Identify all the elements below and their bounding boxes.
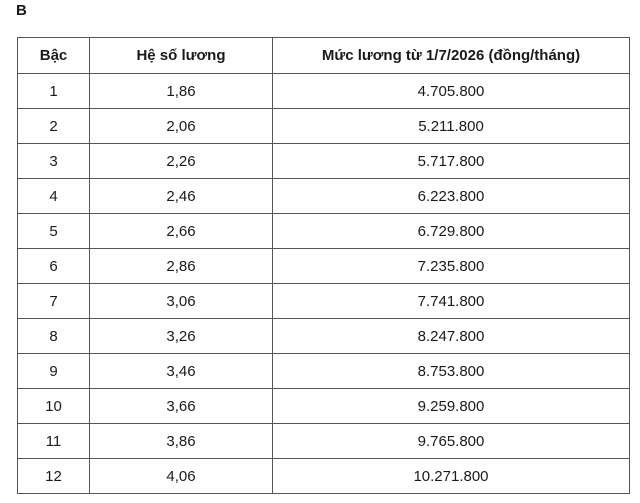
coefficient-cell: 4,06: [90, 459, 273, 494]
salary-cell: 9.259.800: [273, 389, 630, 424]
grade-cell: 8: [18, 319, 90, 354]
salary-cell: 10.271.800: [273, 459, 630, 494]
salary-cell: 7.741.800: [273, 284, 630, 319]
salary-table: [17, 37, 630, 494]
table-row: [18, 214, 630, 249]
grade-cell: 11: [18, 424, 90, 459]
salary-cell: 6.223.800: [273, 179, 630, 214]
grade-cell: 12: [18, 459, 90, 494]
coefficient-cell: 2,46: [90, 179, 273, 214]
section-heading: B: [16, 2, 27, 19]
grade-cell: 5: [18, 214, 90, 249]
coefficient-cell: 3,26: [90, 319, 273, 354]
grade-cell: 2: [18, 109, 90, 144]
grade-cell: 9: [18, 354, 90, 389]
grade-cell: 6: [18, 249, 90, 284]
coefficient-cell: 2,26: [90, 144, 273, 179]
coefficient-cell: 2,06: [90, 109, 273, 144]
coefficient-cell: 3,06: [90, 284, 273, 319]
table-row: [18, 424, 630, 459]
table-row: [18, 389, 630, 424]
grade-cell: 1: [18, 74, 90, 109]
grade-cell: 7: [18, 284, 90, 319]
grade-cell: 3: [18, 144, 90, 179]
salary-cell: 6.729.800: [273, 214, 630, 249]
table-row: [18, 459, 630, 494]
header-grade: Bậc: [18, 38, 90, 74]
salary-cell: 8.247.800: [273, 319, 630, 354]
grade-cell: 10: [18, 389, 90, 424]
grade-cell: 4: [18, 179, 90, 214]
table-row: [18, 319, 630, 354]
coefficient-cell: 3,86: [90, 424, 273, 459]
salary-cell: 9.765.800: [273, 424, 630, 459]
table-header-row: [18, 38, 630, 74]
salary-cell: 7.235.800: [273, 249, 630, 284]
salary-cell: 8.753.800: [273, 354, 630, 389]
coefficient-cell: 3,46: [90, 354, 273, 389]
coefficient-cell: 2,86: [90, 249, 273, 284]
table-row: [18, 74, 630, 109]
coefficient-cell: 3,66: [90, 389, 273, 424]
salary-cell: 5.717.800: [273, 144, 630, 179]
table-row: [18, 144, 630, 179]
salary-cell: 4.705.800: [273, 74, 630, 109]
salary-cell: 5.211.800: [273, 109, 630, 144]
coefficient-cell: 2,66: [90, 214, 273, 249]
header-coefficient: Hệ số lương: [90, 38, 273, 74]
table-row: [18, 284, 630, 319]
table-row: [18, 354, 630, 389]
table-row: [18, 109, 630, 144]
table-row: [18, 179, 630, 214]
coefficient-cell: 1,86: [90, 74, 273, 109]
header-salary: Mức lương từ 1/7/2026 (đồng/tháng): [273, 38, 630, 74]
table-row: [18, 249, 630, 284]
